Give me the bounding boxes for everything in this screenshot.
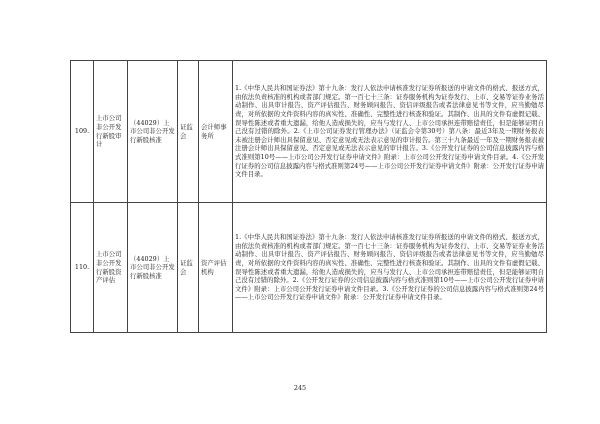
table-row — [71, 61, 547, 203]
row-number: 109. — [71, 61, 94, 203]
table-row — [71, 203, 547, 333]
legal-basis: 1.《中华人民共和国证券法》第十九条：发行人依法申请核准发行证券所报送的申请文件的格式、报送方式，由依法负责核准的机构或者部门规定。第一百七十三条：证券服务机构为证券发行、上市、交易等证券业务活动制作、出具审计报告、资产评估报告、财务顾问报告、资信评级报告或者法律意见书等文件，应当勤勉尽责，对所依据的文件资料内容的真实性、准确性、完整性进行核查和验证。其制作、出具的文件有虚假记载、误导性陈述或者重大遗漏，给他人造成损失的，应当与发行人、上市公司承担连带赔偿责任，但是能够证明自己没有过错的除外。2.《上市公司证券发行管理办法》（证监会令第30号）第八条：最近3年及一期财务报表未被注册会计师出具保留意见、否定意见或无法表示意见的审计报告。第三十九条最近一年及一期财务报表被注册会计师出具保留意见、否定意见或无法表示意见的审计报告。3.《公开发行证券的公司信息披露内容与格式准则第10号——上市公司公开发行证券申请文件》附录：上市公司公开发行证券申请文件目录。4.《公开发行证券的公司信息披露内容与格式准则第24号——上市公司公开发行证券申请文件》附录：公开发行证券申请文件目录。 — [233, 61, 547, 203]
service-name: 上市公司非公开发行新股资产评估 — [94, 203, 128, 333]
row-number: 110. — [71, 203, 94, 333]
department: 证监会 — [178, 203, 199, 333]
legal-basis: 1.《中华人民共和国证券法》第十九条：发行人依法申请核准发行证券所报送的申请文件的格式、报送方式，由依法负责核准的机构或者部门规定。第一百七十三条：证券服务机构为证券发行、上市、交易等证券业务活动制作、出具审计报告、资产评估报告、财务顾问报告、资信评级报告或者法律意见书等文件，应当勤勉尽责，对所依据的文件资料内容的真实性、准确性、完整性进行核查和验证。其制作、出具的文件有虚假记载、误导性陈述或者重大遗漏，给他人造成损失的，应当与发行人、上市公司承担连带赔偿责任，但是能够证明自己没有过错的除外。2.《公开发行证券的公司信息披露内容与格式准则第10号——上市公司公开发行证券申请文件》附录：上市公司公开发行证券申请文件目录。3.《公开发行证券的公司信息披露内容与格式准则第24号——上市公司公开发行证券申请文件》附录：公开发行证券申请文件目录。 — [233, 203, 547, 333]
data-table — [70, 60, 547, 333]
service-agency: 会计师事务所 — [199, 61, 233, 203]
approval-item: （44029）上市公司非公开发行新股核准 — [128, 61, 178, 203]
approval-item: （44029）上市公司非公开发行新股核准 — [128, 203, 178, 333]
service-agency: 资产评估机构 — [199, 203, 233, 333]
service-name: 上市公司非公开发行新股审计 — [94, 61, 128, 203]
page-number: 245 — [293, 384, 307, 392]
department: 证监会 — [178, 61, 199, 203]
